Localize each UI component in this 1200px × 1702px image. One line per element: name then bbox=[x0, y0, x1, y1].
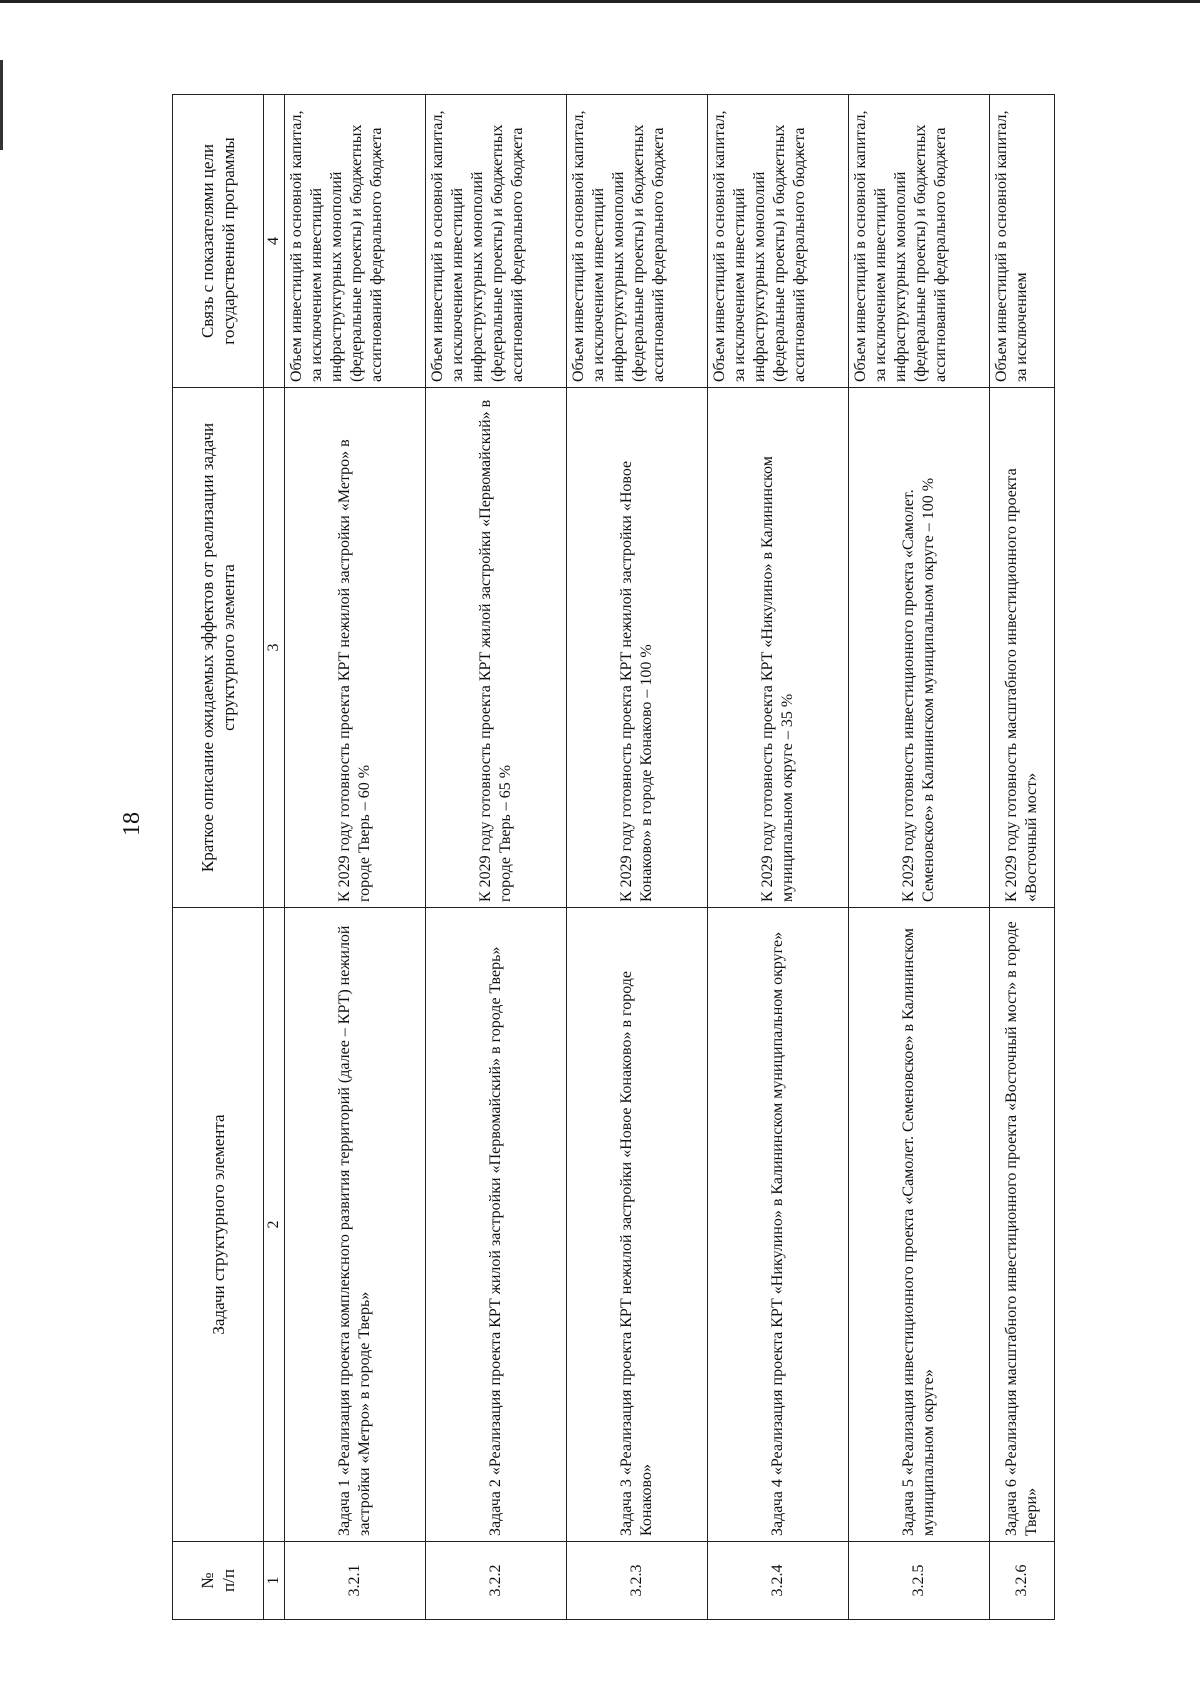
row-effect: К 2029 году готовность проекта КРТ жилой застройки «Первомайский» в городе Тверь – 65 % bbox=[426, 388, 567, 908]
table-row bbox=[285, 95, 426, 1620]
header-effects: Краткое описание ожидаемых эффектов от реализации задачи структурного элемента bbox=[173, 388, 264, 908]
row-indicator-link: Объем инвестиций в основной капитал, за исключением инвестиций инфраструктурных монополий (федеральные проекты) и бюджетных ассигнований федерального бюджета bbox=[567, 95, 708, 388]
table-row bbox=[567, 95, 708, 1620]
structural-element-tasks-table bbox=[172, 94, 1055, 1620]
row-task: Задача 4 «Реализация проекта КРТ «Никулино» в Калининском муниципальном округе» bbox=[708, 908, 849, 1542]
row-number: 3.2.1 bbox=[285, 1542, 426, 1620]
row-task: Задача 2 «Реализация проекта КРТ жилой застройки «Первомайский» в городе Тверь» bbox=[426, 908, 567, 1542]
row-indicator-link: Объем инвестиций в основной капитал, за исключением инвестиций инфраструктурных монополий (федеральные проекты) и бюджетных ассигнований федерального бюджета bbox=[849, 95, 990, 388]
row-number: 3.2.3 bbox=[567, 1542, 708, 1620]
table-row bbox=[426, 95, 567, 1620]
row-effect: К 2029 году готовность масштабного инвестиционного проекта «Восточный мост» bbox=[990, 388, 1055, 908]
header-tasks: Задачи структурного элемента bbox=[173, 908, 264, 1542]
row-task: Задача 3 «Реализация проекта КРТ нежилой застройки «Новое Конаково» в городе Конаково» bbox=[567, 908, 708, 1542]
scan-edge-top bbox=[0, 0, 1200, 3]
table-header-row bbox=[173, 95, 264, 1620]
table-row bbox=[708, 95, 849, 1620]
row-task: Задача 6 «Реализация масштабного инвестиционного проекта «Восточный мост» в городе Твери» bbox=[990, 908, 1055, 1542]
row-indicator-link: Объем инвестиций в основной капитал, за исключением инвестиций инфраструктурных монополий (федеральные проекты) и бюджетных ассигнований федерального бюджета bbox=[708, 95, 849, 388]
row-indicator-link: Объем инвестиций в основной капитал, за исключением bbox=[990, 95, 1055, 388]
column-number: 3 bbox=[264, 388, 285, 908]
row-effect: К 2029 году готовность проекта КРТ нежилой застройки «Метро» в городе Тверь – 60 % bbox=[285, 388, 426, 908]
column-number: 1 bbox=[264, 1542, 285, 1620]
rotated-table-container bbox=[172, 95, 1087, 1620]
row-indicator-link: Объем инвестиций в основной капитал, за исключением инвестиций инфраструктурных монополий (федеральные проекты) и бюджетных ассигнований федерального бюджета bbox=[285, 95, 426, 388]
row-effect: К 2029 году готовность инвестиционного проекта «Самолет. Семеновское» в Калининском муниципальном округе – 100 % bbox=[849, 388, 990, 908]
page-number: 18 bbox=[119, 812, 145, 836]
scan-edge-left bbox=[0, 60, 3, 150]
table-row bbox=[990, 95, 1055, 1620]
column-number-row bbox=[264, 95, 285, 1620]
column-number: 4 bbox=[264, 95, 285, 388]
row-number: 3.2.2 bbox=[426, 1542, 567, 1620]
row-effect: К 2029 году готовность проекта КРТ нежилой застройки «Новое Конаково» в городе Конаково – 100 % bbox=[567, 388, 708, 908]
header-number: № п/п bbox=[173, 1542, 264, 1620]
row-task: Задача 5 «Реализация инвестиционного проекта «Самолет. Семеновское» в Калининском муниципальном округе» bbox=[849, 908, 990, 1542]
column-number: 2 bbox=[264, 908, 285, 1542]
table-row bbox=[849, 95, 990, 1620]
row-task: Задача 1 «Реализация проекта комплексного развития территорий (далее – КРТ) нежилой застройки «Метро» в городе Тверь» bbox=[285, 908, 426, 1542]
row-indicator-link: Объем инвестиций в основной капитал, за исключением инвестиций инфраструктурных монополий (федеральные проекты) и бюджетных ассигнований федерального бюджета bbox=[426, 95, 567, 388]
row-number: 3.2.4 bbox=[708, 1542, 849, 1620]
row-number: 3.2.5 bbox=[849, 1542, 990, 1620]
row-effect: К 2029 году готовность проекта КРТ «Никулино» в Калининском муниципальном округе – 35 % bbox=[708, 388, 849, 908]
row-number: 3.2.6 bbox=[990, 1542, 1055, 1620]
header-indicators: Связь с показателями цели государственной программы bbox=[173, 95, 264, 388]
